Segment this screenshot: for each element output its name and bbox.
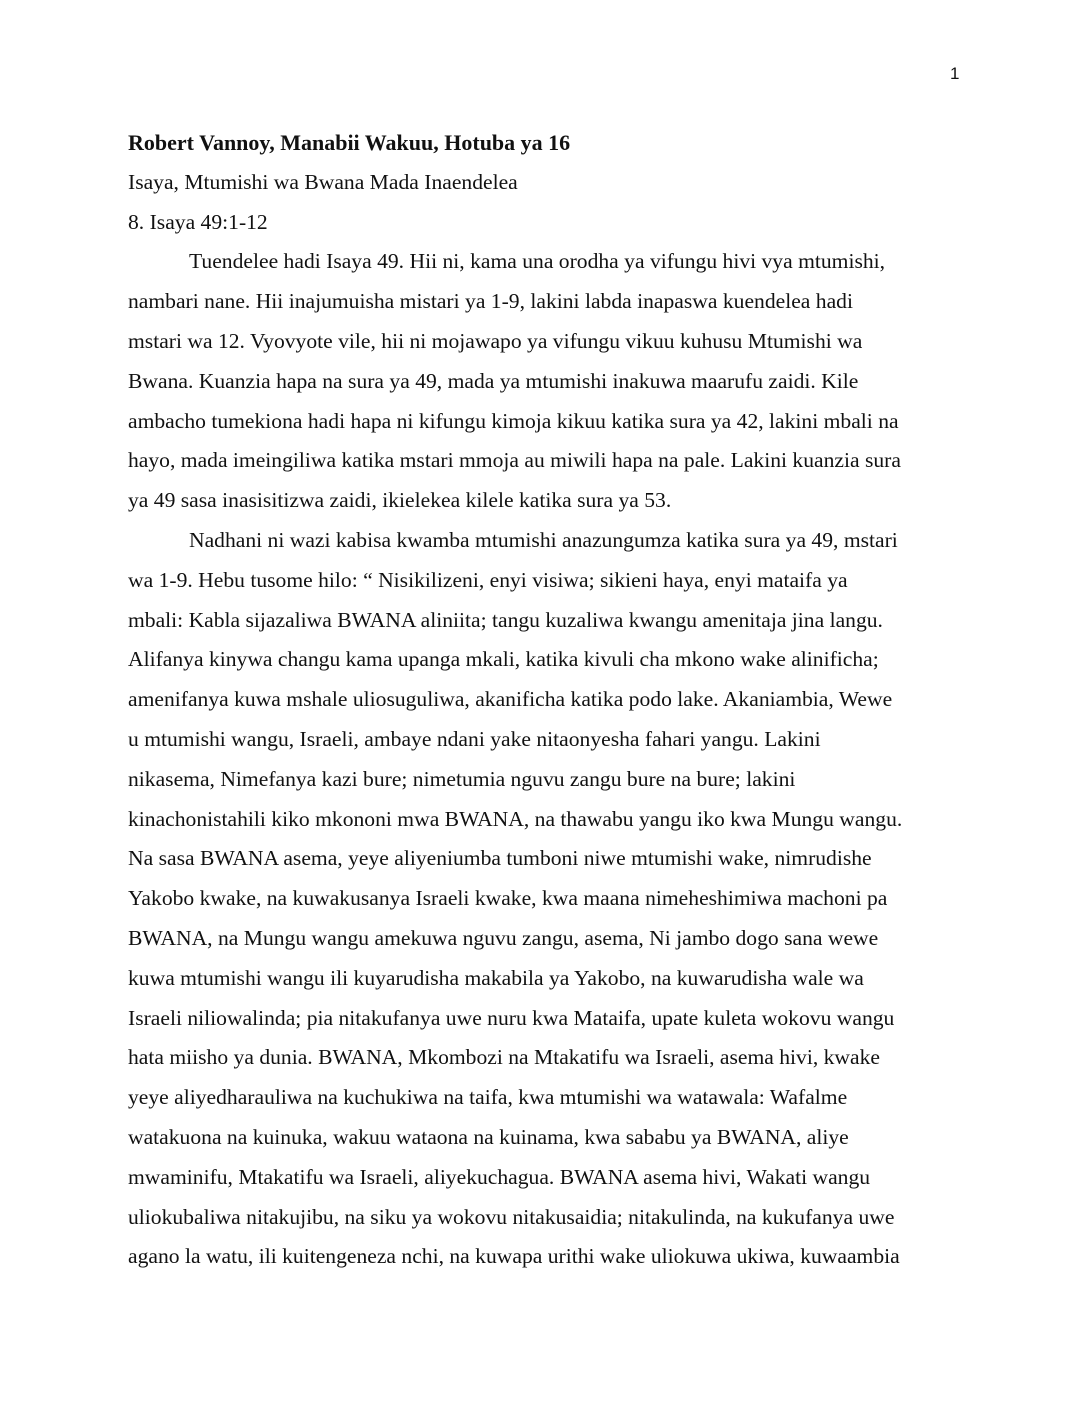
paragraph-line: watakuona na kuinuka, wakuu wataona na kuinama, kwa sababu ya BWANA, aliye: [128, 1124, 849, 1149]
paragraph-line: nikasema, Nimefanya kazi bure; nimetumia nguvu zangu bure na bure; lakini: [128, 766, 796, 791]
paragraph-line: agano la watu, ili kuitengeneza nchi, na kuwapa urithi wake uliokuwa ukiwa, kuwaambia: [128, 1244, 900, 1269]
paragraph-line: kinachonistahili kiko mkononi mwa BWANA, na thawabu yangu iko kwa Mungu wangu.: [128, 806, 903, 831]
paragraph-line: hayo, mada imeingiliwa katika mstari mmoja au miwili hapa na pale. Lakini kuanzia sura: [128, 448, 901, 473]
paragraph: [128, 521, 968, 1277]
paragraph-line: Alifanya kinywa changu kama upanga mkali, katika kivuli cha mkono wake alinificha;: [128, 647, 879, 672]
paragraphs: [128, 242, 968, 1277]
paragraph-line: hata miisho ya dunia. BWANA, Mkombozi na Mtakatifu wa Israeli, asema hivi, kwake: [128, 1045, 880, 1070]
paragraph-line: wa 1-9. Hebu tusome hilo: “ Nisikilizeni, enyi visiwa; sikieni haya, enyi mataifa ya: [128, 567, 848, 592]
paragraph-line: u mtumishi wangu, Israeli, ambaye ndani yake nitaonyesha fahari yangu. Lakini: [128, 726, 821, 751]
paragraph-line: Tuendelee hadi Isaya 49. Hii ni, kama una orodha ya vifungu hivi vya mtumishi,: [189, 249, 886, 274]
paragraph-line: Nadhani ni wazi kabisa kwamba mtumishi anazungumza katika sura ya 49, mstari: [189, 527, 898, 552]
paragraph-line: ambacho tumekiona hadi hapa ni kifungu kimoja kikuu katika sura ya 42, lakini mbali na: [128, 408, 899, 433]
paragraph-line: mbali: Kabla sijazaliwa BWANA aliniita; tangu kuzaliwa kwangu amenitaja jina langu.: [128, 607, 883, 632]
paragraph-line: kuwa mtumishi wangu ili kuyarudisha makabila ya Yakobo, na kuwarudisha wale wa: [128, 965, 864, 990]
paragraph-line: BWANA, na Mungu wangu amekuwa nguvu zangu, asema, Ni jambo dogo sana wewe: [128, 925, 879, 950]
paragraph-line: yeye aliyedharauliwa na kuchukiwa na taifa, kwa mtumishi wa watawala: Wafalme: [128, 1085, 848, 1110]
page-number: 1: [950, 64, 960, 83]
paragraph-line: mstari wa 12. Vyovyote vile, hii ni mojawapo ya vifungu vikuu kuhusu Mtumishi wa: [128, 328, 863, 353]
document-subtitle: Isaya, Mtumishi wa Bwana Mada Inaendelea: [128, 169, 518, 194]
paragraph-line: nambari nane. Hii inajumuisha mistari ya 1-9, lakini labda inapaswa kuendelea hadi: [128, 289, 853, 314]
section-heading: 8. Isaya 49:1-12: [128, 209, 268, 234]
paragraph-line: amenifanya kuwa mshale uliosuguliwa, akanificha katika podo lake. Akaniambia, Wewe: [128, 687, 893, 712]
document-title: Robert Vannoy, Manabii Wakuu, Hotuba ya 16: [128, 130, 571, 155]
paragraph-line: Bwana. Kuanzia hapa na sura ya 49, mada ya mtumishi inakuwa maarufu zaidi. Kile: [128, 368, 859, 393]
paragraph-line: Na sasa BWANA asema, yeye aliyeniumba tumboni niwe mtumishi wake, nimrudishe: [128, 846, 872, 871]
paragraph-line: uliokubaliwa nitakujibu, na siku ya wokovu nitakusaidia; nitakulinda, na kukufanya uwe: [128, 1204, 895, 1229]
paragraph-line: mwaminifu, Mtakatifu wa Israeli, aliyekuchagua. BWANA asema hivi, Wakati wangu: [128, 1164, 871, 1189]
paragraph-line: Israeli niliowalinda; pia nitakufanya uwe nuru kwa Mataifa, upate kuleta wokovu wangu: [128, 1005, 895, 1030]
paragraph: [128, 242, 968, 521]
paragraph-line: Yakobo kwake, na kuwakusanya Israeli kwake, kwa maana nimeheshimiwa machoni pa: [128, 886, 888, 911]
document-body: [128, 123, 968, 1277]
paragraph-line: ya 49 sasa inasisitizwa zaidi, ikielekea kilele katika sura ya 53.: [128, 488, 672, 513]
